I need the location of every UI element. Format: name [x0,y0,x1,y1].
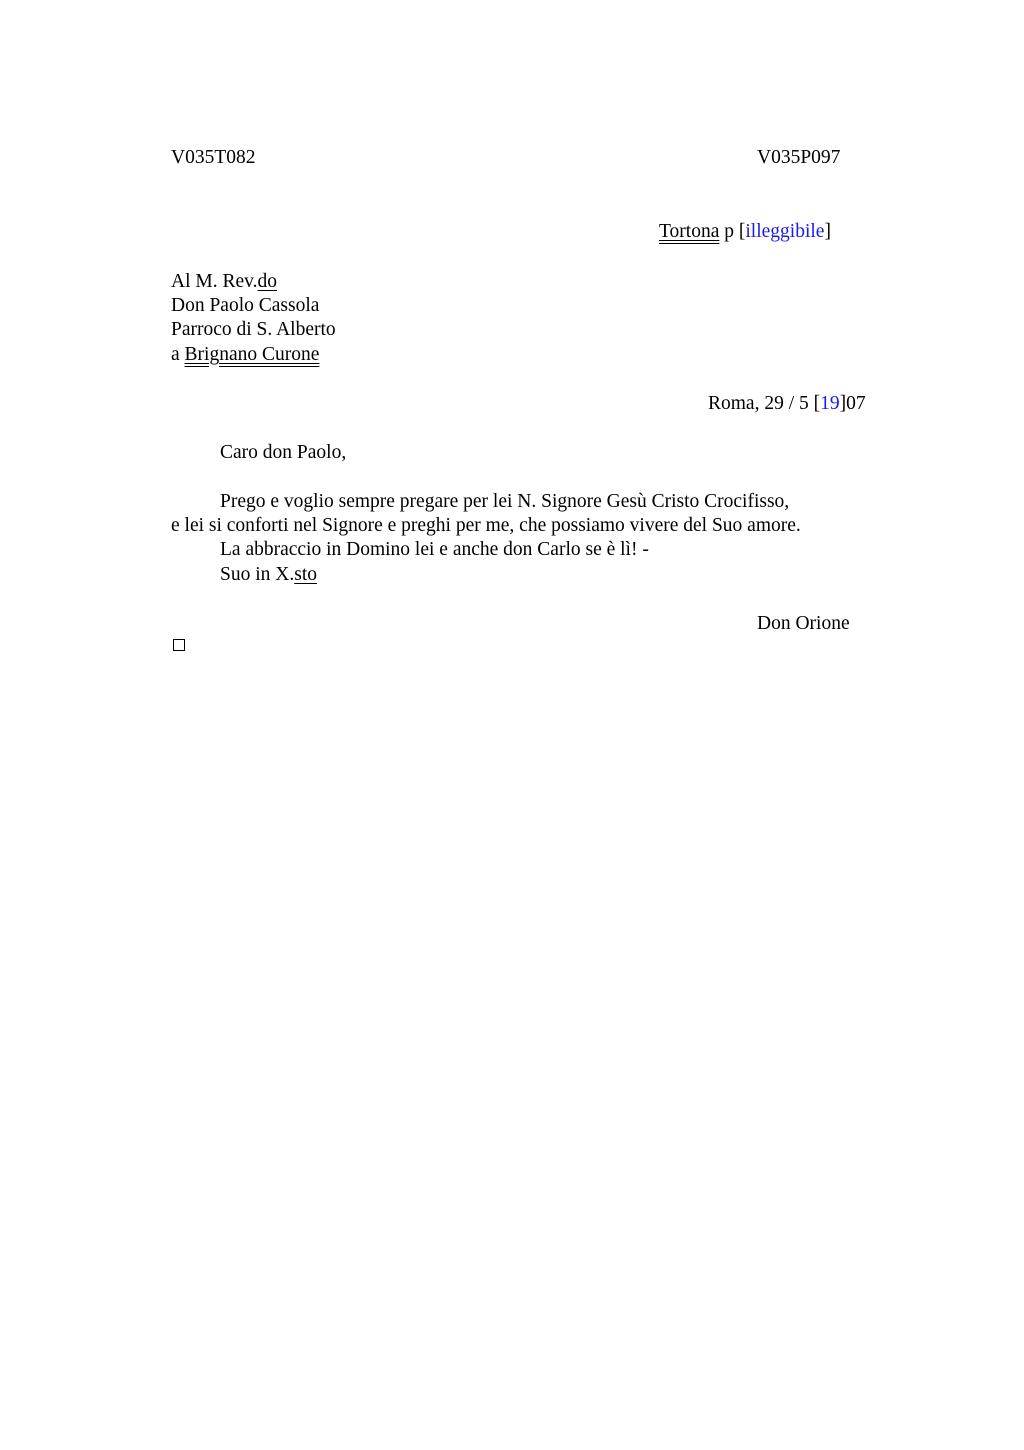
date-century: 19 [820,393,840,414]
bracket-close: ] [824,221,831,242]
body-line-1: Prego e voglio sempre pregare per lei N. Signore Gesù Cristo Crocifisso, [220,491,790,512]
address-line-3: Parroco di S. Alberto [171,319,336,340]
archive-code-right: V035P097 [757,147,841,168]
letter-date [708,392,866,416]
address-place: Brignano Curone [184,344,320,365]
closing-suffix: sto [294,564,317,585]
illegible-note: illeggibile [745,221,825,242]
address-preposition: a [171,344,185,365]
postmark-place: Tortona [659,221,720,242]
bracket-open: [ [738,221,746,242]
address-title: Al M. Rev. [171,271,258,292]
body-line-2: e lei si conforti nel Signore e preghi per me, che possiamo vivere del Suo amore. [171,515,801,536]
postmark-p: p [724,221,734,242]
empty-box-icon [173,639,185,651]
address-line-4 [171,343,319,367]
postmark-line [659,220,831,244]
address-line-2: Don Paolo Cassola [171,295,320,316]
closing-line [220,563,317,587]
body-line-3: La abbraccio in Domino lei e anche don Carlo se è lì! - [220,539,649,560]
date-prefix: Roma, 29 / 5 [ [708,393,821,414]
salutation: Caro don Paolo, [220,442,347,463]
address-line-1 [171,270,277,294]
archive-code-left: V035T082 [171,147,256,168]
date-suffix: ]07 [839,393,866,414]
signature: Don Orione [757,613,850,634]
address-title-suffix: do [257,271,277,292]
closing-prefix: Suo in X. [220,564,295,585]
